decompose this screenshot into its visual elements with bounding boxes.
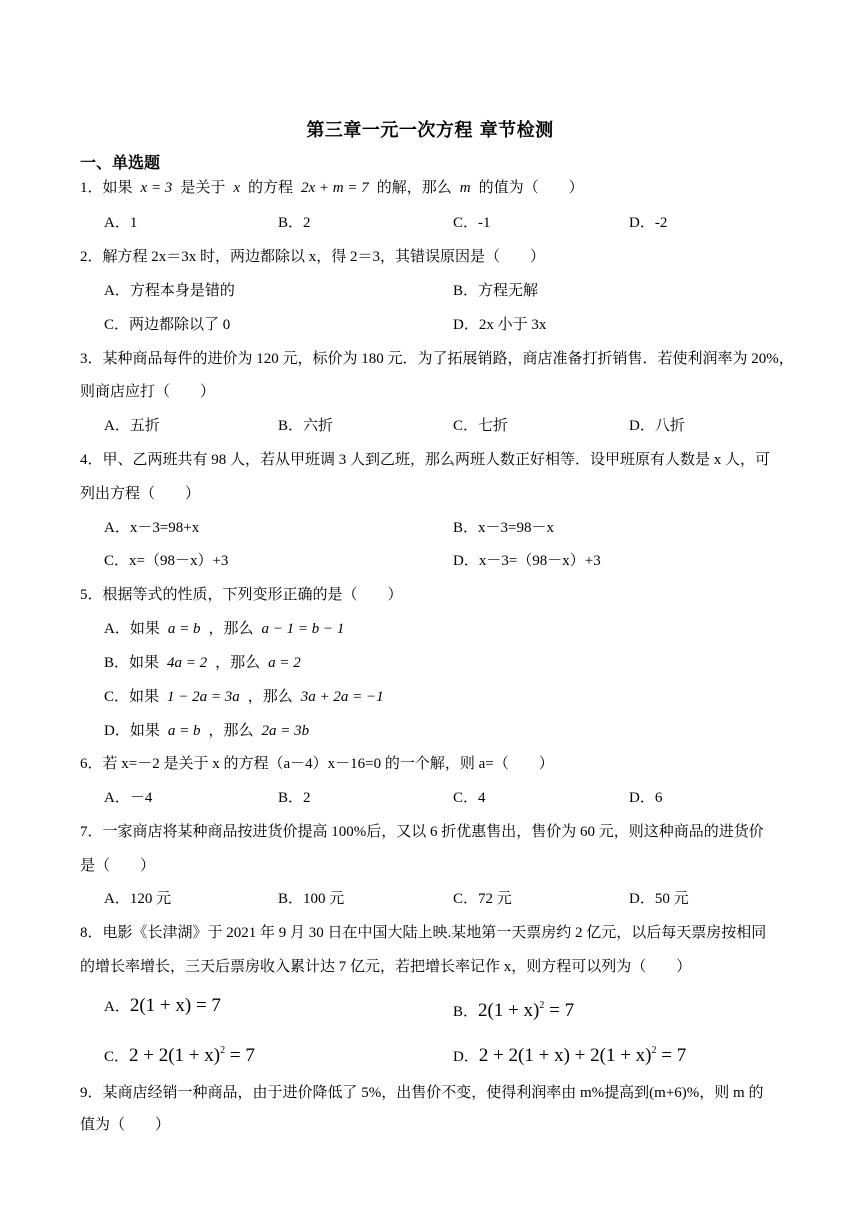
option-b[interactable] bbox=[104, 652, 301, 674]
option-label: D． bbox=[453, 1049, 479, 1065]
math-expression: 1 − 2a = 3a bbox=[167, 689, 240, 705]
option-b[interactable]: B．x－3=98－x bbox=[453, 520, 554, 536]
math-variable: x bbox=[233, 180, 240, 196]
question-3-line-1: 3．某种商品每件的进价为 120 元，标价为 180 元．为了拓展销路，商店准备打折销售．若使利润率为 20%， bbox=[80, 351, 794, 367]
math-expression: 2(1 + x) bbox=[478, 1000, 540, 1021]
option-a[interactable]: A．方程本身是错的 bbox=[104, 283, 235, 299]
option-c[interactable] bbox=[104, 686, 384, 708]
question-text: 的方程 bbox=[248, 180, 294, 196]
math-expression: x = 3 bbox=[140, 180, 173, 196]
question-4-line-1: 4．甲、乙两班共有 98 人，若从甲班调 3 人到乙班，那么两班人数正好相等．设甲班原有人数是 x 人，可 bbox=[80, 452, 771, 468]
question-5: 5．根据等式的性质，下列变形正确的是（ ） bbox=[80, 587, 403, 603]
question-text: 的解，那么 bbox=[376, 180, 452, 196]
math-expression: = 7 bbox=[225, 1045, 255, 1066]
option-b[interactable]: B．方程无解 bbox=[453, 283, 539, 299]
math-expression: 2a = 3b bbox=[261, 723, 310, 739]
option-c[interactable]: C．-1 bbox=[453, 215, 491, 231]
option-a[interactable]: A．－4 bbox=[104, 790, 153, 806]
question-1 bbox=[80, 177, 800, 199]
option-d[interactable]: D．八折 bbox=[629, 418, 685, 434]
option-d[interactable]: D．50 元 bbox=[629, 891, 689, 907]
math-expression: 4a = 2 bbox=[167, 655, 208, 671]
option-c[interactable]: C．两边都除以了 0 bbox=[104, 317, 231, 333]
option-d[interactable] bbox=[104, 720, 309, 742]
question-6: 6．若 x=－2 是关于 x 的方程（a－4）x－16=0 的一个解，则 a=（ ） bbox=[80, 756, 554, 772]
option-label: C．如果 bbox=[104, 689, 160, 705]
option-b[interactable]: B．2 bbox=[278, 790, 311, 806]
question-2: 2．解方程 2x＝3x 时，两边都除以 x，得 2＝3，其错误原因是（ ） bbox=[80, 249, 546, 265]
math-expression: = 7 bbox=[656, 1045, 687, 1066]
math-expression: a = b bbox=[167, 723, 201, 739]
question-text: 的值为（ ） bbox=[478, 180, 584, 196]
option-d[interactable]: D．-2 bbox=[629, 215, 668, 231]
question-8-line-1: 8．电影《长津湖》于 2021 年 9 月 30 日在中国大陆上映.某地第一天票房约 2 亿元，以后每天票房按相同 bbox=[80, 925, 767, 941]
math-exponent: 2 bbox=[651, 1045, 657, 1056]
math-expression: a = 2 bbox=[268, 655, 301, 671]
math-expression: = 7 bbox=[544, 1000, 575, 1021]
option-d[interactable]: D．x－3=（98－x）+3 bbox=[453, 553, 601, 569]
option-d[interactable]: D．6 bbox=[629, 790, 663, 806]
math-variable: m bbox=[459, 180, 471, 196]
option-a[interactable]: A．五折 bbox=[104, 418, 160, 434]
option-c[interactable]: C．七折 bbox=[453, 418, 509, 434]
option-text: ，那么 bbox=[247, 689, 293, 705]
option-b[interactable]: B．2 bbox=[278, 215, 311, 231]
question-text: 是关于 bbox=[180, 180, 226, 196]
option-label: D．如果 bbox=[104, 723, 160, 739]
option-a[interactable] bbox=[104, 618, 344, 640]
option-a[interactable]: A．120 元 bbox=[104, 891, 172, 907]
math-exponent: 2 bbox=[539, 1000, 545, 1011]
math-expression: 2x + m = 7 bbox=[301, 180, 369, 196]
option-text: ，那么 bbox=[208, 723, 254, 739]
option-label: C． bbox=[104, 1049, 130, 1065]
question-4-line-2: 列出方程（ ） bbox=[80, 486, 201, 502]
question-text: 如果 bbox=[102, 180, 133, 196]
math-expression: a − 1 = b − 1 bbox=[261, 621, 345, 637]
option-a[interactable]: A．x－3=98+x bbox=[104, 520, 200, 536]
option-b[interactable]: B．100 元 bbox=[278, 891, 345, 907]
option-text: ，那么 bbox=[208, 621, 254, 637]
option-c[interactable]: C．x=（98－x）+3 bbox=[104, 553, 229, 569]
math-exponent: 2 bbox=[220, 1045, 226, 1056]
option-text: ，那么 bbox=[215, 655, 261, 671]
option-a[interactable]: A．1 bbox=[104, 215, 138, 231]
option-c[interactable]: C．4 bbox=[453, 790, 486, 806]
option-c[interactable] bbox=[104, 1040, 255, 1068]
option-b[interactable]: B．六折 bbox=[278, 418, 334, 434]
option-b[interactable] bbox=[453, 995, 574, 1023]
question-3-line-2: 则商店应打（ ） bbox=[80, 384, 216, 400]
math-expression: 3a + 2a = −1 bbox=[300, 689, 384, 705]
option-d[interactable] bbox=[453, 1040, 686, 1068]
question-number: 1． bbox=[80, 180, 103, 196]
math-expression: a = b bbox=[167, 621, 201, 637]
math-expression: 2(1 + x) = 7 bbox=[129, 995, 221, 1016]
option-label: A．如果 bbox=[104, 621, 160, 637]
question-9-line-2: 值为（ ） bbox=[80, 1117, 171, 1133]
option-d[interactable]: D．2x 小于 3x bbox=[453, 317, 547, 333]
question-9-line-1: 9．某商店经销一种商品，由于进价降低了 5%，出售价不变，使得利润率由 m%提高到(m+6)%，则 m 的 bbox=[80, 1085, 764, 1101]
question-7-line-2: 是（ ） bbox=[80, 858, 156, 874]
section-heading: 一、单选题 bbox=[80, 153, 161, 172]
math-expression: 2 + 2(1 + x) bbox=[129, 1045, 221, 1066]
option-label: B． bbox=[453, 1004, 479, 1020]
page-title: 第三章一元一次方程 章节检测 bbox=[306, 120, 554, 141]
option-label: A． bbox=[104, 999, 130, 1015]
option-a[interactable] bbox=[104, 995, 221, 1018]
option-label: B．如果 bbox=[104, 655, 160, 671]
math-expression: 2 + 2(1 + x) + 2(1 + x) bbox=[478, 1045, 652, 1066]
question-8-line-2: 的增长率增长，三天后票房收入累计达 7 亿元，若把增长率记作 x，则方程可以列为（ ） bbox=[80, 959, 692, 975]
option-c[interactable]: C．72 元 bbox=[453, 891, 512, 907]
question-7-line-1: 7．一家商店将某种商品按进货价提高 100%后，又以 6 折优惠售出，售价为 60 元，则这种商品的进货价 bbox=[80, 824, 764, 840]
